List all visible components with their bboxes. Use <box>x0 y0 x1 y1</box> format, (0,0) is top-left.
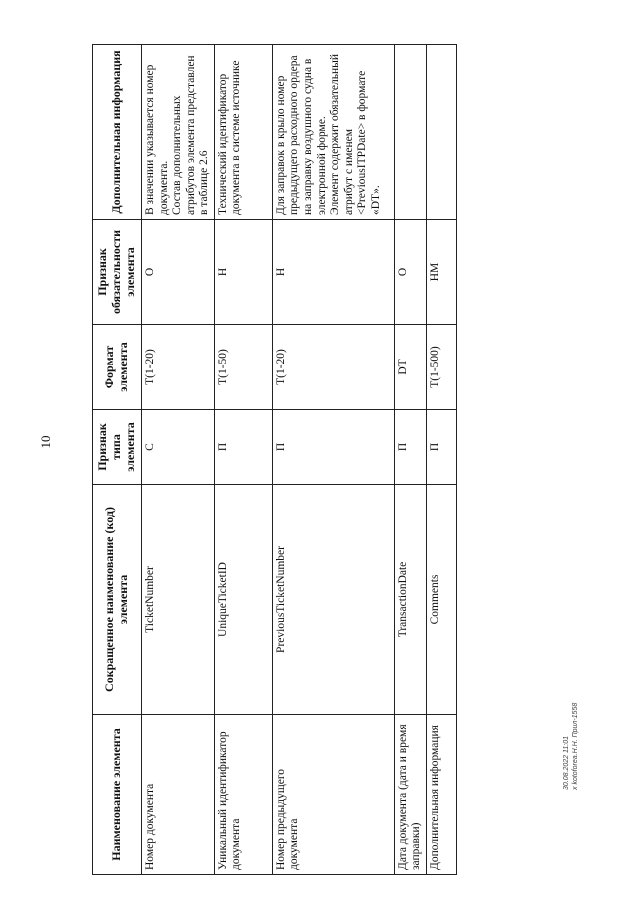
header-element-name: Наименование элемента <box>93 715 142 875</box>
document-stamp-note <box>563 703 581 790</box>
header-element-required: Признак обязательности элемента <box>93 220 142 325</box>
cell-name: Уникальный идентификатор документа <box>214 715 272 875</box>
cell-name: Дополнительная информация <box>426 715 456 875</box>
cell-required: О <box>142 220 215 325</box>
table-row <box>272 45 394 875</box>
elements-table <box>92 44 457 875</box>
cell-format: T(1-500) <box>426 325 456 410</box>
header-element-type: Признак типа элемента <box>93 410 142 485</box>
cell-type: П <box>214 410 272 485</box>
cell-format: T(1-50) <box>214 325 272 410</box>
table-header-row <box>93 45 142 875</box>
cell-type: П <box>272 410 394 485</box>
cell-required: О <box>394 220 426 325</box>
cell-code: Comments <box>426 485 456 715</box>
table-row <box>142 45 215 875</box>
cell-required: НМ <box>426 220 456 325</box>
cell-type: С <box>142 410 215 485</box>
header-element-code: Сокращенное наименование (код) элемента <box>93 485 142 715</box>
stamp-line-2: x kotoforea.H.H. Прил-1558 <box>571 702 579 790</box>
cell-code: PreviousTicketNumber <box>272 485 394 715</box>
cell-info: Технический идентификатор документа в системе источнике <box>214 45 272 220</box>
cell-format: DT <box>394 325 426 410</box>
cell-info: В значении указывается номер документа. Состав дополнительных атрибутов элемента представлен в таблице 2.6 <box>142 45 215 220</box>
table-row <box>426 45 456 875</box>
page-number: 10 <box>38 435 53 449</box>
cell-info: Для заправок в крыло номер предыдущего расходного ордера на заправку воздушного судна в электронной форме. Элемент содержит обязательный атрибут с именем <PreviousITPDate> в формате «DT». <box>272 45 394 220</box>
cell-required: Н <box>272 220 394 325</box>
cell-type: П <box>426 410 456 485</box>
cell-type: П <box>394 410 426 485</box>
cell-format: T(1-20) <box>142 325 215 410</box>
cell-format: T(1-20) <box>272 325 394 410</box>
cell-code: UniqueTicketID <box>214 485 272 715</box>
cell-code: TicketNumber <box>142 485 215 715</box>
header-additional-info: Дополнительная информация <box>93 45 142 220</box>
cell-name: Номер документа <box>142 715 215 875</box>
table-row <box>214 45 272 875</box>
header-element-format: Формат элемента <box>93 325 142 410</box>
cell-code: TransactionDate <box>394 485 426 715</box>
stamp-line-1: 30.08.2022 11:01 <box>563 736 570 790</box>
cell-required: Н <box>214 220 272 325</box>
cell-info <box>426 45 456 220</box>
cell-info <box>394 45 426 220</box>
cell-name: Номер предыдущего документа <box>272 715 394 875</box>
table-row <box>394 45 426 875</box>
cell-name: Дата документа (дата и время заправки) <box>394 715 426 875</box>
rotated-table-container <box>92 45 448 875</box>
